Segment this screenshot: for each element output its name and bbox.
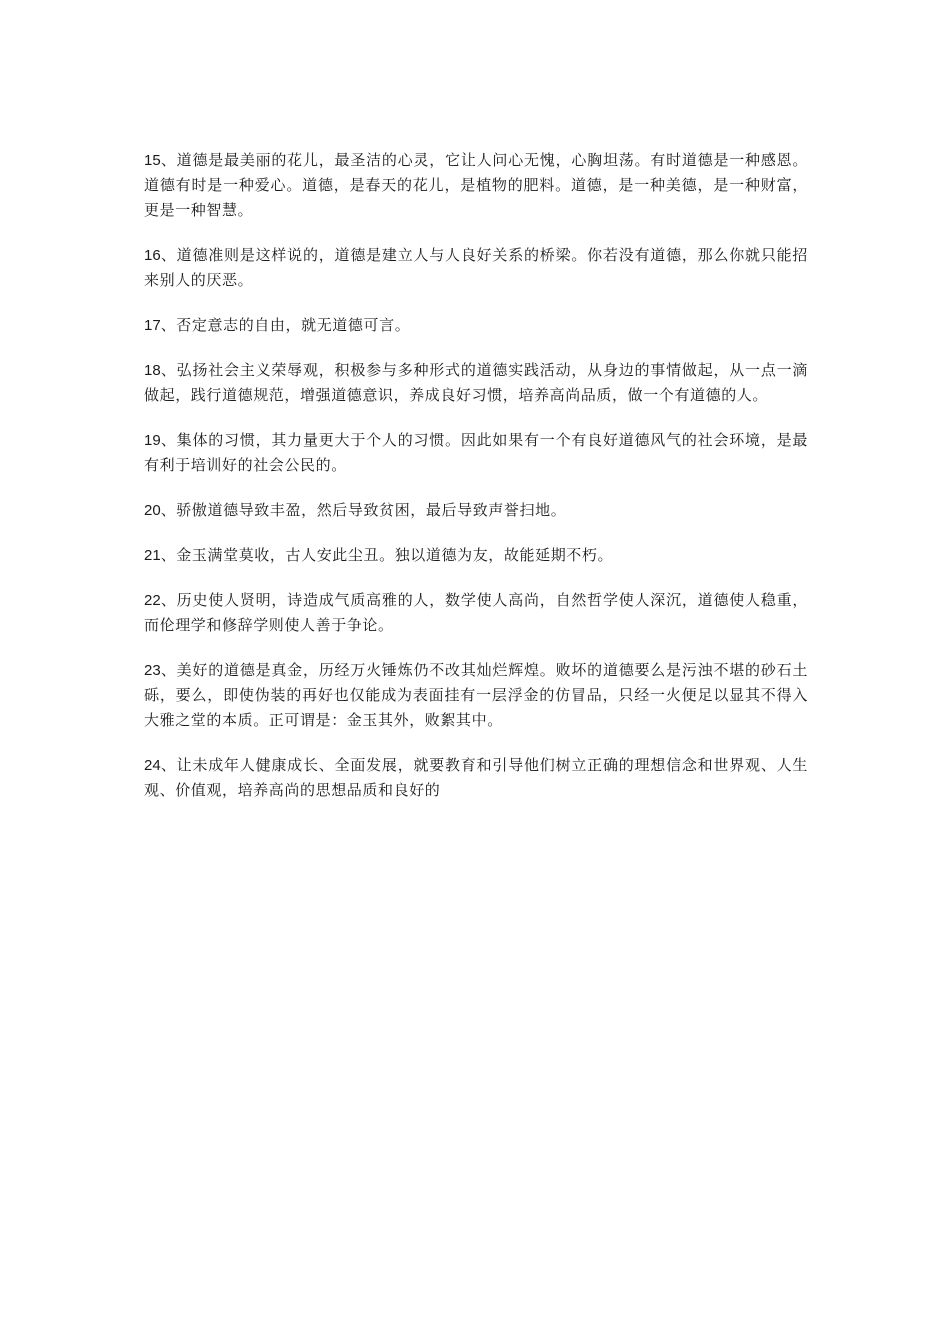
paragraph-number: 21 — [144, 547, 161, 564]
document-body — [144, 148, 808, 823]
paragraph-16 — [144, 243, 808, 293]
paragraph-text: 、道德是最美丽的花儿，最圣洁的心灵，它让人问心无愧，心胸坦荡。有时道德是一种感恩。道德有时是一种爱心。道德，是春天的花儿，是植物的肥料。道德，是一种美德，是一种财富，更是一种智慧。 — [144, 151, 808, 219]
paragraph-23 — [144, 658, 808, 733]
paragraph-text: 、骄傲道德导致丰盈，然后导致贫困，最后导致声誉扫地。 — [160, 501, 567, 519]
paragraph-text: 、道德准则是这样说的，道德是建立人与人良好关系的桥梁。你若没有道德，那么你就只能招来别人的厌恶。 — [144, 246, 808, 289]
paragraph-number: 18 — [144, 362, 161, 379]
paragraph-22 — [144, 588, 808, 638]
paragraph-number: 19 — [144, 432, 161, 449]
paragraph-number: 24 — [144, 757, 161, 774]
paragraph-text: 、让未成年人健康成长、全面发展，就要教育和引导他们树立正确的理想信念和世界观、人生观、价值观，培养高尚的思想品质和良好的 — [144, 756, 808, 799]
paragraph-number: 20 — [144, 502, 161, 519]
paragraph-18 — [144, 358, 808, 408]
paragraph-number: 23 — [144, 662, 161, 679]
paragraph-text: 、金玉满堂莫收，古人安此尘丑。独以道德为友，故能延期不朽。 — [160, 546, 614, 564]
paragraph-15 — [144, 148, 808, 223]
paragraph-19 — [144, 428, 808, 478]
paragraph-number: 17 — [144, 317, 161, 334]
paragraph-text: 、美好的道德是真金，历经万火锤炼仍不改其灿烂辉煌。败坏的道德要么是污浊不堪的砂石土砾，要么，即使伪装的再好也仅能成为表面挂有一层浮金的仿冒品，只经一火便足以显其不得入大雅之堂的本质。正可谓是：金玉其外，败絮其中。 — [144, 661, 808, 729]
paragraph-21 — [144, 543, 808, 568]
paragraph-number: 22 — [144, 592, 161, 609]
paragraph-number: 15 — [144, 152, 161, 169]
paragraph-text: 、否定意志的自由，就无道德可言。 — [160, 316, 411, 334]
paragraph-number: 16 — [144, 247, 161, 264]
paragraph-text: 、历史使人贤明，诗造成气质高雅的人，数学使人高尚，自然哲学使人深沉，道德使人稳重，而伦理学和修辞学则使人善于争论。 — [144, 591, 808, 634]
paragraph-24 — [144, 753, 808, 803]
paragraph-17 — [144, 313, 808, 338]
paragraph-20 — [144, 498, 808, 523]
paragraph-text: 、集体的习惯，其力量更大于个人的习惯。因此如果有一个有良好道德风气的社会环境，是最有利于培训好的社会公民的。 — [144, 431, 808, 474]
paragraph-text: 、弘扬社会主义荣辱观，积极参与多种形式的道德实践活动，从身边的事情做起，从一点一滴做起，践行道德规范，增强道德意识，养成良好习惯，培养高尚品质，做一个有道德的人。 — [144, 361, 808, 404]
